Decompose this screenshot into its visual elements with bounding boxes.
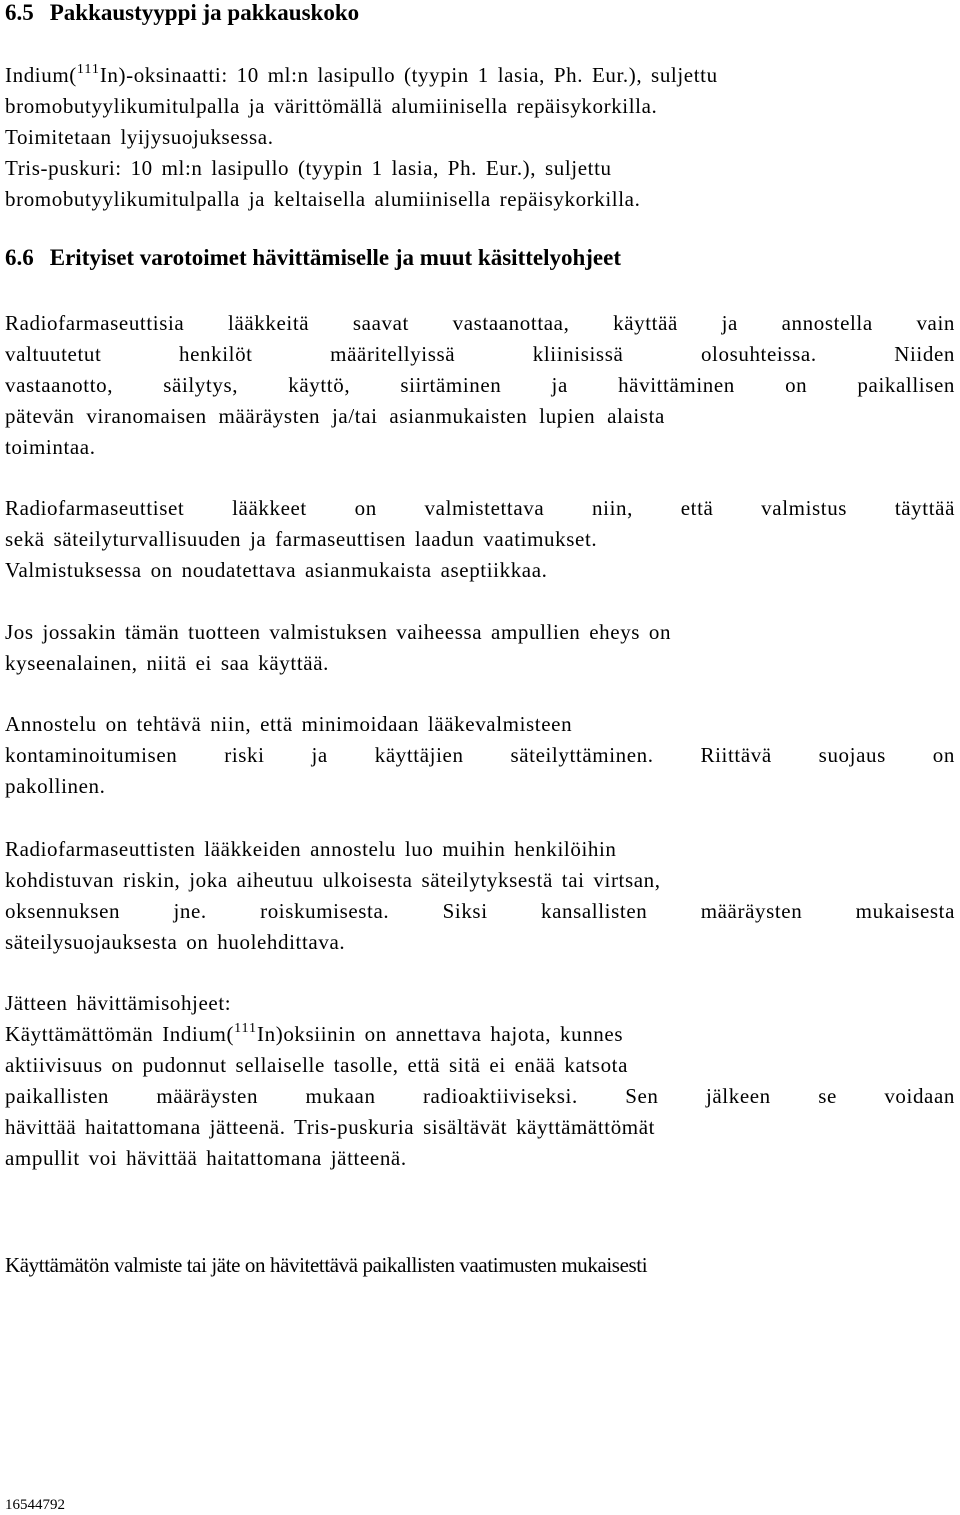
section-number: 6.6 xyxy=(5,245,34,270)
paragraph-waste-disposal xyxy=(5,988,955,1174)
text-line: aktiivisuus on pudonnut sellaiselle tasolle, että sitä ei enää katsota xyxy=(5,1053,629,1077)
text-line: hävittää haitattomana jätteenä. Tris-puskuria sisältävät käyttämättömät xyxy=(5,1115,656,1139)
section-number: 6.5 xyxy=(5,0,34,25)
text-line: ampullit voi hävittää haitattomana jätteenä. xyxy=(5,1146,407,1170)
isotope-superscript: 111 xyxy=(76,62,100,77)
text-line: toimintaa. xyxy=(5,435,96,459)
text-line: bromobutyylikumitulpalla ja keltaisella alumiinisella repäisykorkilla. xyxy=(5,187,641,211)
text-line: Valmistuksessa on noudatettava asianmukaista aseptiikkaa. xyxy=(5,558,548,582)
text-line: säteilysuojauksesta on huolehdittava. xyxy=(5,930,346,954)
paragraph-administration xyxy=(5,709,955,802)
text-line: Indium($^{111}$In)-oksinaatti: 10 ml:n lasipullo (tyypin 1 lasia, Ph. Eur.), suljettu xyxy=(5,62,718,87)
section-title: Erityiset varotoimet hävittämiselle ja muut käsittelyohjeet xyxy=(49,245,622,270)
text-line: oksennuksen jne. roiskumisesta. Siksi kansallisten määräysten mukaisesta xyxy=(5,899,955,923)
section-heading-6-6 xyxy=(5,245,621,271)
packaging-description xyxy=(5,60,955,215)
text-line: Käyttämättömän Indium($^{111}$In)oksiinin on annettava hajota, kunnes xyxy=(5,1021,624,1046)
text-line: bromobutyylikumitulpalla ja värittömällä alumiinisella repäisykorkilla. xyxy=(5,94,658,118)
text-line: pätevän viranomaisen määräysten ja/tai asianmukaisten lupien alaista xyxy=(5,404,665,428)
text-line: Tris-puskuri: 10 ml:n lasipullo (tyypin 1 lasia, Ph. Eur.), suljettu xyxy=(5,156,612,180)
text-line: kyseenalainen, niitä ei saa käyttää. xyxy=(5,651,329,675)
text-line: kontaminoitumisen riski ja käyttäjien säteilyttäminen. Riittävä suojaus on xyxy=(5,743,955,767)
final-statement: Käyttämätön valmiste tai jäte on hävitettävä paikallisten vaatimusten mukaisesti xyxy=(5,1253,648,1277)
text-line: sekä säteilyturvallisuuden ja farmaseuttisen laadun vaatimukset. xyxy=(5,527,598,551)
text-line: Toimitetaan lyijysuojuksessa. xyxy=(5,125,274,149)
text-line: vastaanotto, säilytys, käyttö, siirtäminen ja hävittäminen on paikallisen xyxy=(5,373,955,397)
text-line: Radiofarmaseuttiset lääkkeet on valmistettava niin, että valmistus täyttää xyxy=(5,496,955,520)
paragraph-authorized-personnel xyxy=(5,308,955,463)
waste-disposal-heading: Jätteen hävittämisohjeet: xyxy=(5,991,232,1015)
text-line: valtuutetut henkilöt määritellyissä kliinisissä olosuhteissa. Niiden xyxy=(5,342,955,366)
paragraph-preparation xyxy=(5,493,955,586)
text-line: pakollinen. xyxy=(5,774,106,798)
section-title: Pakkaustyyppi ja pakkauskoko xyxy=(49,0,360,25)
text-line: kohdistuvan riskin, joka aiheutuu ulkoisesta säteilytyksestä tai virtsan, xyxy=(5,868,661,892)
text-line: Radiofarmaseuttisten lääkkeiden annostelu luo muihin henkilöihin xyxy=(5,837,617,861)
paragraph-radiation-risk xyxy=(5,834,955,958)
text-line: Annostelu on tehtävä niin, että minimoidaan lääkevalmisteen xyxy=(5,712,573,736)
text-line: paikallisten määräysten mukaan radioaktiiviseksi. Sen jälkeen se voidaan xyxy=(5,1084,955,1108)
text-line: Radiofarmaseuttisia lääkkeitä saavat vastaanottaa, käyttää ja annostella vain xyxy=(5,311,955,335)
isotope-superscript: 111 xyxy=(234,1021,258,1036)
text-line: Jos jossakin tämän tuotteen valmistuksen vaiheessa ampullien eheys on xyxy=(5,620,672,644)
document-number: 16544792 xyxy=(5,1497,65,1513)
section-heading-6-5 xyxy=(5,0,359,26)
paragraph-ampoule-integrity xyxy=(5,617,955,679)
